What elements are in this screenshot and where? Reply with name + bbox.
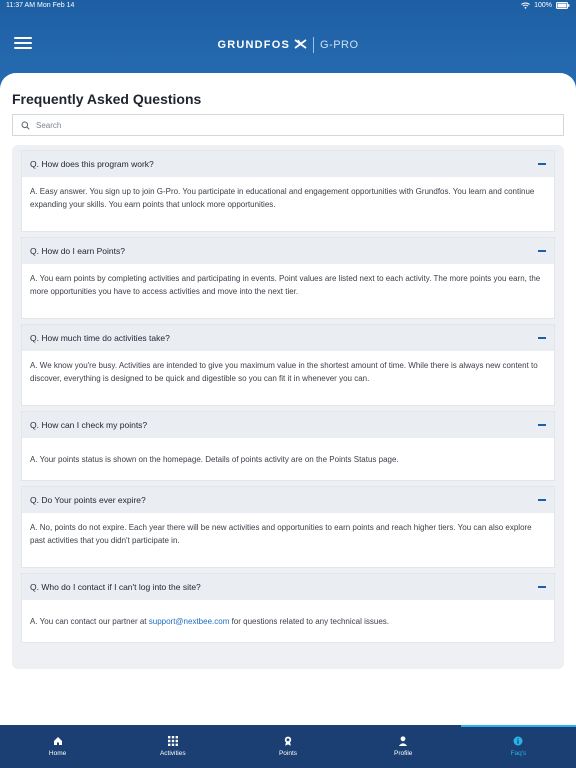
faq-question-header[interactable]	[22, 574, 554, 600]
faq-question: Q. Do Your points ever expire?	[30, 495, 146, 505]
tab-label: Profile	[393, 750, 413, 757]
tab-activities[interactable]	[115, 725, 230, 768]
faq-item	[21, 237, 555, 319]
bottom-tab-bar	[0, 725, 576, 768]
faq-item	[21, 486, 555, 568]
wifi-icon	[521, 2, 530, 9]
home-icon	[53, 736, 63, 750]
collapse-icon[interactable]	[538, 337, 546, 339]
search-box[interactable]	[12, 114, 564, 136]
faq-question: Q. How much time do activities take?	[30, 333, 170, 343]
faq-question-header[interactable]	[22, 412, 554, 438]
battery-icon	[556, 2, 570, 9]
battery-percent: 100%	[534, 2, 552, 9]
status-time-date: 11:37 AM Mon Feb 14	[6, 2, 75, 9]
search-input[interactable]	[36, 121, 536, 130]
faq-question: Q. How can I check my points?	[30, 420, 148, 430]
faq-answer: A. Easy answer. You sign up to join G-Pro. You participate in educational and engagement opportunities with Grundfos. You learn and continue expanding your skills. You earn points that unlock more opportunities.	[30, 187, 535, 209]
faq-answer-prefix: A. You can contact our partner at	[30, 617, 149, 626]
collapse-icon[interactable]	[538, 424, 546, 426]
faq-list	[12, 145, 564, 669]
faq-question: Q. Who do I contact if I can't log into the site?	[30, 582, 201, 592]
faq-item	[21, 411, 555, 481]
faq-question-header[interactable]	[22, 151, 554, 177]
brand-name: GRUNDFOS	[217, 39, 290, 51]
grundfos-x-icon	[294, 36, 307, 54]
faq-question-header[interactable]	[22, 325, 554, 351]
faq-item	[21, 573, 555, 643]
faq-answer: A. No, points do not expire. Each year there will be new activities and opportunities to earn points and reach higher tiers. You can also explore past activities that you didn't participate in.	[30, 523, 532, 545]
faq-item	[21, 324, 555, 406]
faq-answer	[22, 600, 554, 629]
tab-label: Points	[278, 750, 298, 757]
tab-points[interactable]	[230, 725, 345, 768]
status-bar	[0, 0, 576, 12]
collapse-icon[interactable]	[538, 499, 546, 501]
tab-label: Faq's	[510, 750, 527, 757]
tab-label: Home	[48, 750, 67, 757]
support-email-link[interactable]: support@nextbee.com	[148, 617, 230, 626]
faq-question-header[interactable]	[22, 238, 554, 264]
faq-question: Q. How do I earn Points?	[30, 246, 125, 256]
faq-question: Q. How does this program work?	[30, 159, 154, 169]
tab-faqs[interactable]	[461, 725, 576, 768]
faq-question-header[interactable]	[22, 487, 554, 513]
tab-label: Activities	[159, 750, 186, 757]
collapse-icon[interactable]	[538, 586, 546, 588]
brand-divider	[313, 37, 314, 53]
award-icon	[283, 736, 293, 750]
search-icon	[21, 121, 30, 130]
grid-icon	[168, 736, 178, 750]
brand-logo	[0, 36, 576, 54]
faq-item	[21, 150, 555, 232]
main-content	[0, 73, 576, 725]
info-icon	[513, 736, 523, 750]
faq-answer-suffix: for questions related to any technical issues.	[229, 617, 390, 626]
collapse-icon[interactable]	[538, 250, 546, 252]
tab-home[interactable]	[0, 725, 115, 768]
brand-product: G-PRO	[319, 39, 359, 51]
person-icon	[398, 736, 408, 750]
tab-profile[interactable]	[346, 725, 461, 768]
status-right	[521, 2, 570, 9]
page-title: Frequently Asked Questions	[12, 91, 202, 107]
faq-answer: A. We know you're busy. Activities are intended to give you maximum value in the shortest amount of time. While there is always new content to discover, everything is designed to be quick and digestible so you can fit it in whenever you can.	[30, 361, 538, 383]
faq-answer: A. Your points status is shown on the homepage. Details of points activity are on the Points Status page.	[30, 455, 399, 464]
collapse-icon[interactable]	[538, 163, 546, 165]
faq-answer: A. You earn points by completing activities and participating in events. Point values are listed next to each activity. The more points you earn, the more opportunities you have to access activities and move into the next tier.	[30, 274, 541, 296]
